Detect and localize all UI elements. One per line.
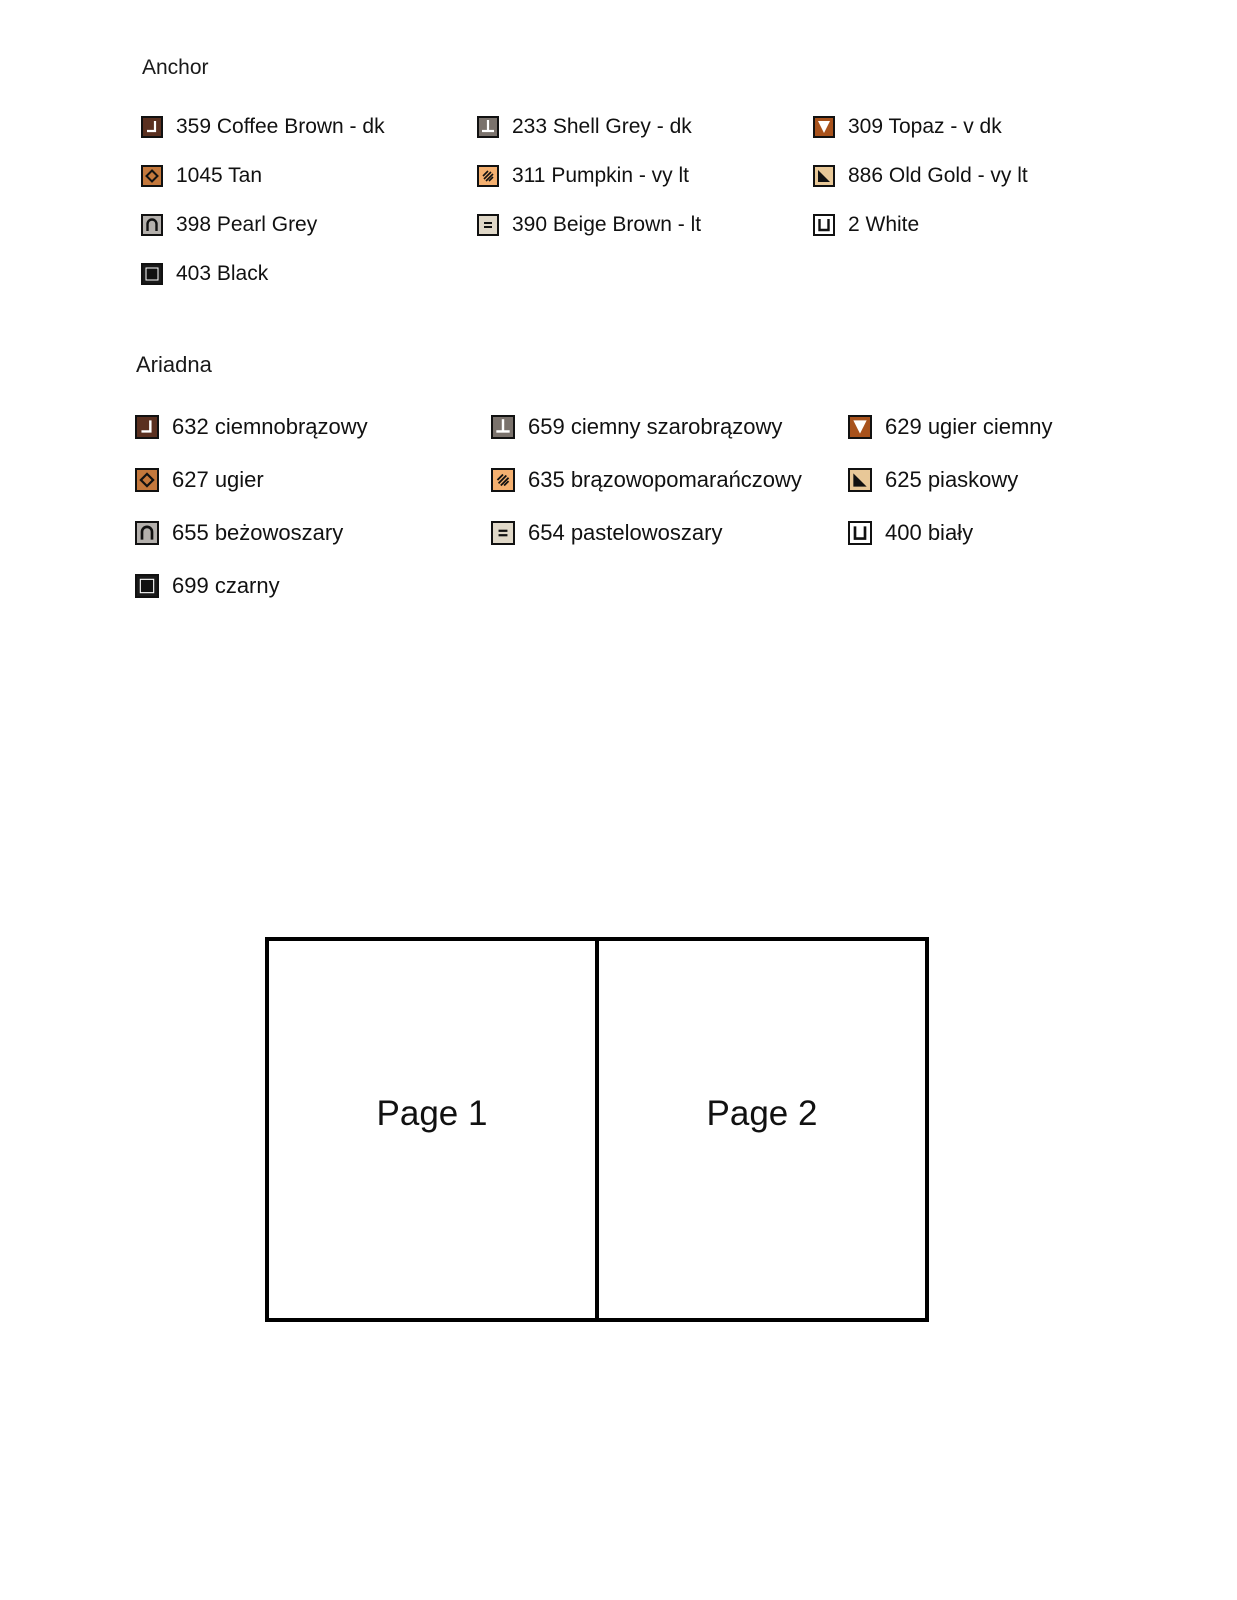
arch-icon [135, 521, 159, 545]
legend-item-label: 309 Topaz - v dk [848, 114, 1002, 138]
u-shape-icon [848, 521, 872, 545]
corner-icon [141, 116, 163, 138]
legend-item [141, 115, 477, 139]
legend-item-label: 635 brązowopomarańczowy [528, 466, 802, 492]
corner-triangle-icon [848, 468, 872, 492]
diamond-icon [135, 468, 159, 492]
corner-icon [135, 415, 159, 439]
legend-item-label: 233 Shell Grey - dk [512, 114, 692, 138]
legend-row [135, 506, 1135, 559]
legend-item-label: 699 czarny [172, 572, 280, 598]
anchor-legend [141, 102, 1141, 298]
legend-item [848, 414, 1053, 440]
legend-item [813, 115, 1002, 139]
square-icon [135, 574, 159, 598]
page-1-label: Page 1 [376, 1093, 488, 1133]
legend-item [141, 164, 477, 188]
legend-item-label: 311 Pumpkin - vy lt [512, 163, 690, 187]
hatch-icon [491, 468, 515, 492]
inverted-t-icon [477, 116, 499, 138]
legend-row [135, 400, 1135, 453]
hatch-icon [477, 165, 499, 187]
ariadna-section-title: Ariadna [136, 352, 212, 377]
page-2-label: Page 2 [706, 1093, 818, 1133]
legend-row [141, 249, 1141, 298]
legend-item [135, 414, 491, 440]
u-shape-icon [813, 214, 835, 236]
legend-item [813, 213, 919, 237]
ariadna-legend [135, 400, 1135, 612]
legend-item-label: 1045 Tan [176, 163, 263, 187]
square-icon [141, 263, 163, 285]
legend-item [141, 262, 477, 286]
page-layout-diagram [265, 937, 929, 1322]
legend-row [141, 151, 1141, 200]
legend-item-label: 886 Old Gold - vy lt [848, 163, 1028, 187]
page-1-cell [269, 941, 595, 1318]
legend-item-label: 659 ciemny szarobrązowy [528, 413, 783, 439]
triangle-down-icon [813, 116, 835, 138]
legend-item [135, 520, 491, 546]
legend-item [135, 467, 491, 493]
legend-item-label: 359 Coffee Brown - dk [176, 114, 385, 138]
legend-item-label: 400 biały [885, 519, 974, 545]
legend-item-label: 625 piaskowy [885, 466, 1019, 492]
page-2-cell [595, 941, 925, 1318]
legend-item [491, 520, 848, 546]
arch-icon [141, 214, 163, 236]
legend-item-label: 654 pastelowoszary [528, 519, 723, 545]
legend-item-label: 2 White [848, 212, 920, 236]
legend-item [477, 164, 813, 188]
corner-triangle-icon [813, 165, 835, 187]
legend-item-label: 655 beżowoszary [172, 519, 344, 545]
legend-row [141, 200, 1141, 249]
legend-item [491, 467, 848, 493]
legend-item [141, 213, 477, 237]
legend-item [848, 467, 1018, 493]
legend-item-label: 629 ugier ciemny [885, 413, 1053, 439]
legend-item [477, 115, 813, 139]
equals-icon [477, 214, 499, 236]
legend-row [135, 453, 1135, 506]
inverted-t-icon [491, 415, 515, 439]
legend-item-label: 632 ciemnobrązowy [172, 413, 368, 439]
legend-item-label: 398 Pearl Grey [176, 212, 318, 236]
legend-item [813, 164, 1028, 188]
anchor-section-title: Anchor [142, 56, 209, 79]
diamond-icon [141, 165, 163, 187]
legend-item [477, 213, 813, 237]
triangle-down-icon [848, 415, 872, 439]
legend-item-label: 627 ugier [172, 466, 264, 492]
legend-item [848, 520, 973, 546]
legend-item [135, 573, 491, 599]
legend-row [135, 559, 1135, 612]
legend-item [491, 414, 848, 440]
legend-row [141, 102, 1141, 151]
legend-item-label: 403 Black [176, 261, 269, 285]
equals-icon [491, 521, 515, 545]
legend-item-label: 390 Beige Brown - lt [512, 212, 702, 236]
